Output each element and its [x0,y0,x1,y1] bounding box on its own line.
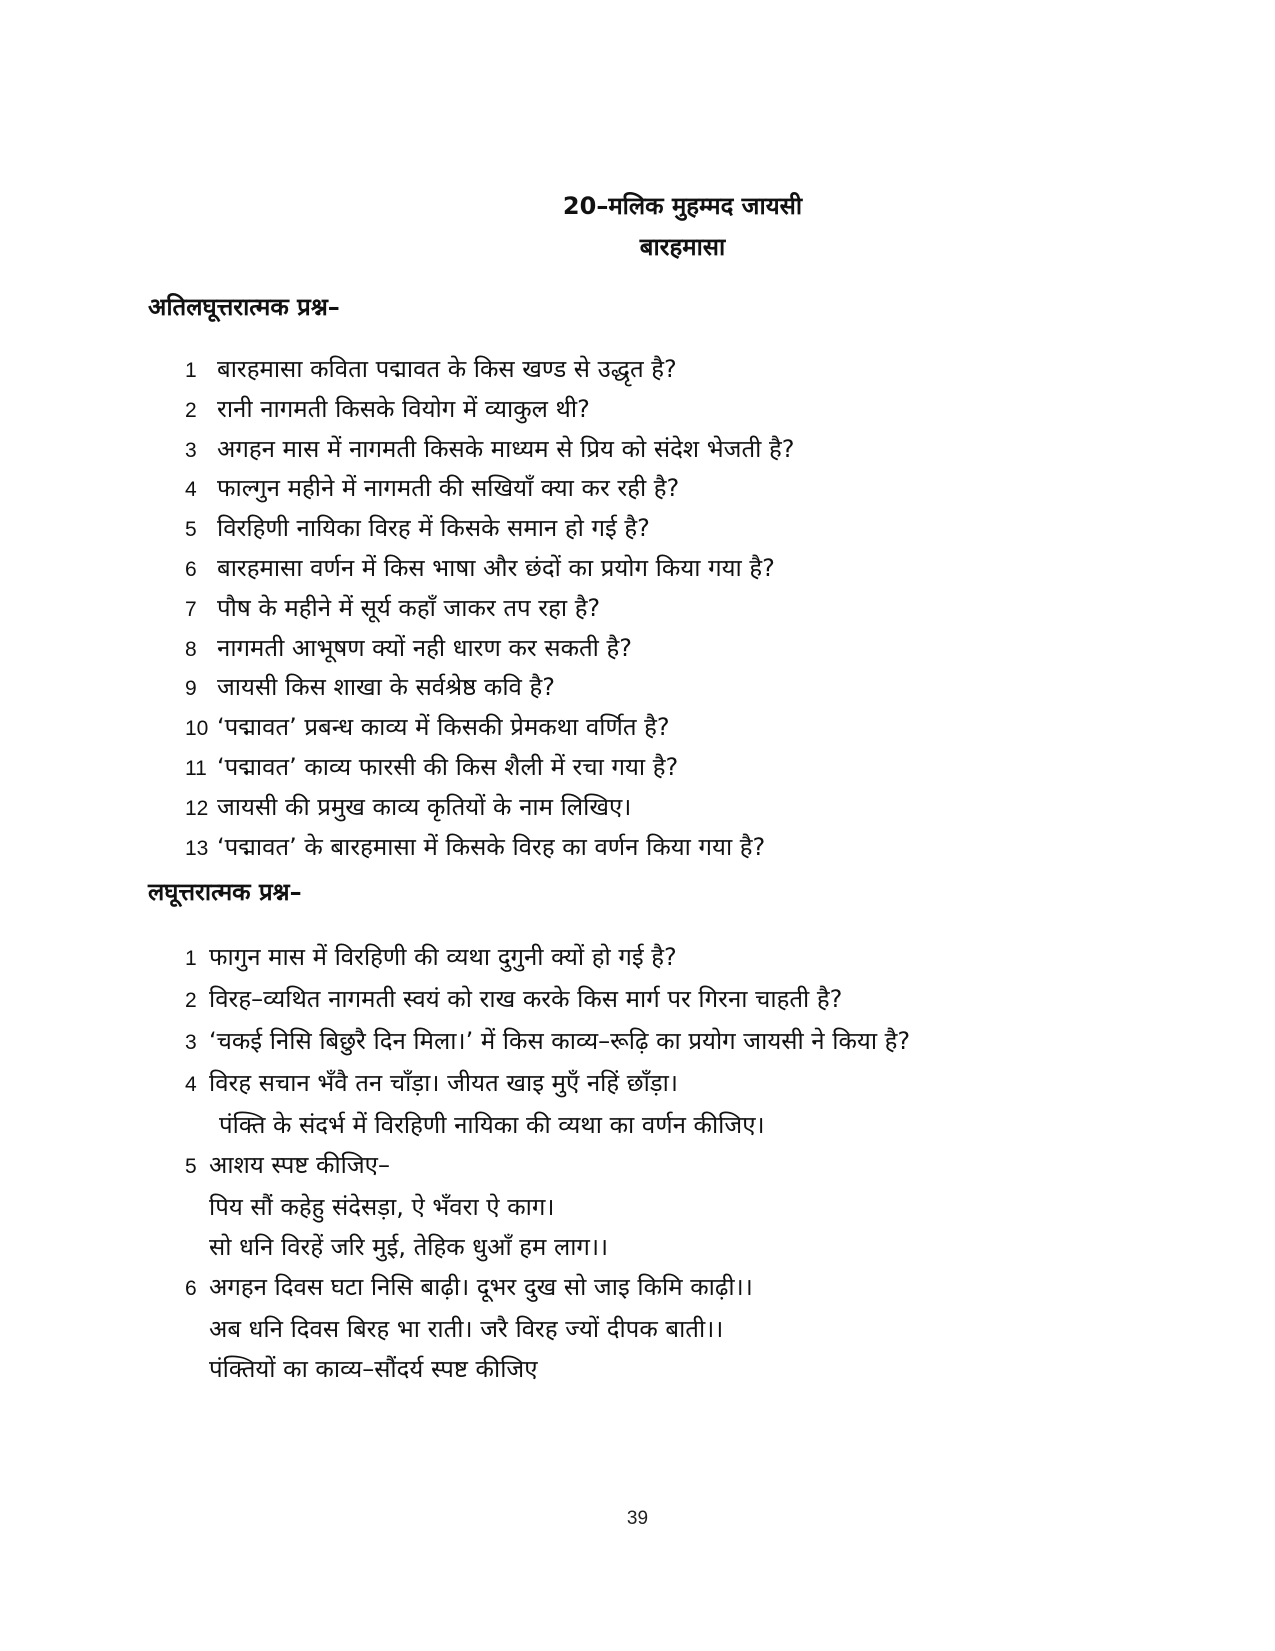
question-text-line: पंक्तियों का काव्य–सौंदर्य स्पष्ट कीजिए [209,1355,538,1383]
question-text: बारहमासा वर्णन में किस भाषा और छंदों का प्रयोग किया गया है? [217,553,775,582]
question-number: 2 [185,398,197,422]
question-item [185,828,794,868]
question-number: 9 [185,677,197,701]
question-number: 6 [185,557,197,581]
question-text-line: पंक्ति के संदर्भ में विरहिणी नायिका की व्यथा का वर्णन कीजिए। [219,1111,765,1139]
question-text: पौष के महीने में सूर्य कहाँ जाकर तप रहा है? [217,593,601,622]
section-heading-short-answer: लघूत्तरात्मक प्रश्न– [148,878,302,906]
question-text: विरहिणी नायिका विरह में किसके समान हो गई है? [217,514,650,543]
question-item [185,629,794,669]
question-item [185,1145,910,1267]
question-item [185,748,794,788]
question-text: विरह–व्यथित नागमती स्वयं को राख करके किस मार्ग पर गिरना चाहती है? [209,985,843,1013]
question-text: ‘पद्मावत’ काव्य फारसी की किस शैली में रचा गया है? [217,752,679,781]
question-text-line: अब धनि दिवस बिरह भा राती। जरै विरह ज्यों दीपक बाती।। [209,1315,724,1343]
question-text: फाल्गुन महीने में नागमती की सखियाँ क्या कर रही है? [217,474,680,503]
question-text: विरह सचान भँवै तन चाँड़ा। जीयत खाइ मुएँ नहिं छाँड़ा। [209,1069,678,1097]
question-number: 2 [185,989,197,1012]
section-heading-very-short-answer: अतिलघूत्तरात्मक प्रश्न– [148,293,340,321]
question-number: 13 [185,836,209,860]
question-number: 8 [185,637,197,661]
question-text: आशय स्पष्ट कीजिए– [209,1151,390,1179]
question-item [185,509,794,549]
question-item [185,549,794,589]
question-text: अगहन दिवस घटा निसि बाढ़ी। दूभर दुख सो जाइ किमि काढ़ी।। [209,1273,753,1301]
question-item [185,589,794,629]
question-number: 4 [185,478,197,502]
question-number: 10 [185,717,209,741]
question-number: 3 [185,438,197,462]
question-item [185,350,794,390]
question-text-line: सो धनि विरहें जरि मुई, तेहिक धुआँ हम लाग।। [209,1233,609,1261]
question-number: 5 [185,1155,197,1178]
question-item [185,430,794,470]
question-number: 1 [185,359,197,382]
question-item [185,937,910,979]
question-number: 12 [185,796,209,820]
chapter-title: 20–मलिक मुहम्मद जायसी [562,192,803,220]
poem-title: बारहमासा [639,233,726,261]
question-number: 7 [185,597,197,621]
question-text: फागुन मास में विरहिणी की व्यथा दुगुनी क्यों हो गई है? [209,943,677,971]
question-text: जायसी किस शाखा के सर्वश्रेष्ठ कवि है? [217,673,556,702]
question-text: ‘चकई निसि बिछुरै दिन मिला।’ में किस काव्य–रूढ़ि का प्रयोग जायसी ने किया है? [209,1027,911,1055]
question-number: 6 [185,1277,197,1300]
question-item [185,390,794,430]
question-number: 4 [185,1073,197,1096]
question-item [185,1021,910,1063]
question-text: ‘पद्मावत’ के बारहमासा में किसके विरह का वर्णन किया गया है? [217,832,766,861]
question-item [185,668,794,708]
question-number: 1 [185,947,197,970]
question-item [185,708,794,748]
question-text: ‘पद्मावत’ प्रबन्ध काव्य में किसकी प्रेमकथा वर्णित है? [217,713,670,742]
question-text: बारहमासा कविता पद्मावत के किस खण्ड से उद्धृत है? [217,355,677,383]
question-text: जायसी की प्रमुख काव्य कृतियों के नाम लिखिए। [217,792,632,821]
question-item [185,1267,910,1389]
page-number: 39 [626,1508,649,1529]
question-number: 3 [185,1031,197,1054]
question-item [185,469,794,509]
question-item [185,979,910,1021]
short-answer-question-list [185,937,910,1389]
question-text: नागमती आभूषण क्यों नही धारण कर सकती है? [217,633,633,662]
question-text-line: पिय सौं कहेहु संदेसड़ा, ऐ भँवरा ऐ काग। [209,1193,555,1221]
question-number: 5 [185,518,197,542]
question-text: अगहन मास में नागमती किसके माध्यम से प्रिय को संदेश भेजती है? [217,434,795,463]
question-text: रानी नागमती किसके वियोग में व्याकुल थी? [217,394,590,423]
very-short-answer-question-list [185,350,794,867]
question-item [185,788,794,828]
question-item [185,1063,910,1145]
question-number: 11 [185,756,207,780]
